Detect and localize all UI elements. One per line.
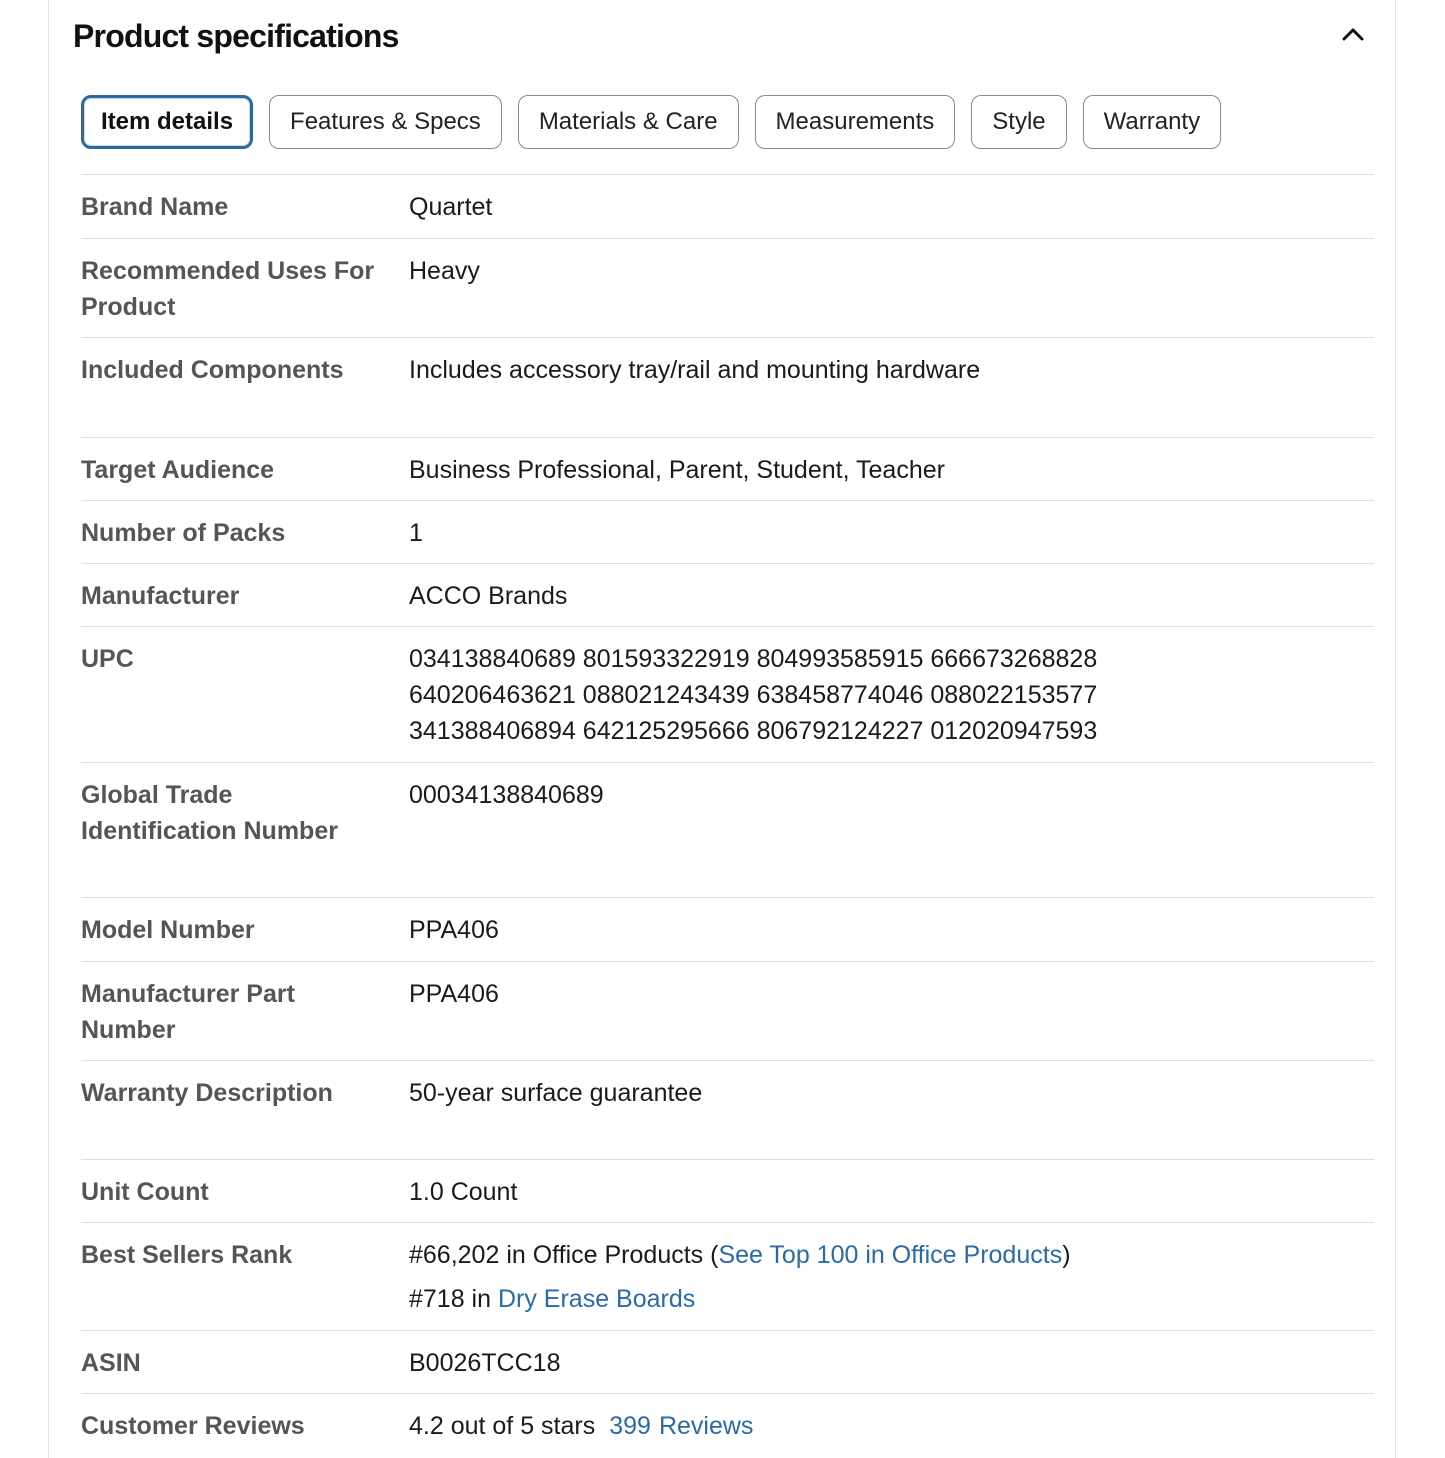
top-100-office-products-link[interactable]: See Top 100 in Office Products [718, 1241, 1063, 1269]
spec-row-number-of-packs [81, 501, 1374, 564]
spec-row-warranty-description [81, 1061, 1374, 1160]
spec-label: Brand Name [81, 193, 229, 221]
tab-item-details[interactable]: Item details [81, 95, 253, 149]
spec-label: Recommended Uses For Product [81, 257, 375, 321]
spec-value: PPA406 [409, 980, 499, 1008]
spec-value: 50-year surface guarantee [409, 1079, 703, 1107]
spec-row-recommended-uses [81, 239, 1374, 338]
collapse-button[interactable] [1335, 16, 1371, 52]
page-title: Product specifications [73, 18, 399, 54]
product-specifications-panel [48, 0, 1396, 1458]
spec-label: Included Components [81, 356, 344, 384]
chevron-up-icon [1335, 16, 1371, 52]
dry-erase-boards-link[interactable]: Dry Erase Boards [497, 1285, 696, 1313]
spec-value: 1 [409, 519, 423, 547]
spec-value [409, 1237, 1374, 1330]
spec-label: Global Trade Identification Number [81, 781, 338, 845]
spec-tabs [81, 95, 1221, 149]
tab-features-specs[interactable]: Features & Specs [269, 95, 502, 149]
spec-row-target-audience [81, 438, 1374, 501]
spec-label: Customer Reviews [81, 1412, 305, 1440]
tab-style[interactable]: Style [971, 95, 1066, 149]
spec-row-manufacturer-part-number [81, 962, 1374, 1061]
reviews-count-link[interactable]: 399 [609, 1412, 651, 1440]
reviews-link[interactable]: Reviews [658, 1412, 754, 1440]
rank-line-dry-erase-boards [409, 1281, 1374, 1317]
spec-row-included-components [81, 338, 1374, 438]
spec-row-asin [81, 1331, 1374, 1394]
spec-value: ACCO Brands [409, 582, 568, 610]
spec-value: Includes accessory tray/rail and mounting hardware [409, 356, 981, 384]
spec-value: 034138840689 801593322919 804993585915 666673268828 640206463621 088021243439 638458774046 088022153577 341388406894 642125295666 806792124227 012020947593 [409, 645, 1098, 745]
spec-row-customer-reviews [81, 1394, 1374, 1457]
rating-text: 4.2 out of 5 stars [409, 1412, 596, 1440]
rank-text: #66,202 in Office Products ( [409, 1241, 719, 1269]
spec-row-manufacturer [81, 564, 1374, 627]
spec-label: ASIN [81, 1349, 141, 1377]
tab-warranty[interactable]: Warranty [1083, 95, 1221, 149]
spec-label: Warranty Description [81, 1079, 333, 1107]
spec-label: Manufacturer [81, 582, 240, 610]
rank-text: ) [1062, 1241, 1071, 1269]
spec-label: Number of Packs [81, 519, 286, 547]
tab-measurements[interactable]: Measurements [755, 95, 956, 149]
section-header [73, 12, 1375, 60]
spec-value: 1.0 Count [409, 1178, 518, 1206]
spec-value: Heavy [409, 257, 480, 285]
spec-row-brand-name [81, 175, 1374, 239]
spec-label: Best Sellers Rank [81, 1241, 293, 1269]
spec-value: Business Professional, Parent, Student, Teacher [409, 456, 945, 484]
spec-label: UPC [81, 645, 134, 673]
spec-row-model-number [81, 898, 1374, 962]
spec-row-best-sellers-rank [81, 1223, 1374, 1331]
spec-value [409, 1408, 1374, 1457]
spec-label: Unit Count [81, 1178, 209, 1206]
spec-value: B0026TCC18 [409, 1349, 561, 1377]
spec-value: Quartet [409, 193, 493, 221]
rank-line-office-products [409, 1237, 1374, 1273]
spec-label: Manufacturer Part Number [81, 980, 295, 1044]
spec-table [81, 174, 1374, 1457]
spec-row-gtin [81, 763, 1374, 898]
spec-row-unit-count [81, 1160, 1374, 1223]
spec-label: Model Number [81, 916, 255, 944]
rank-text: #718 in [409, 1285, 498, 1313]
spec-row-upc [81, 627, 1374, 763]
tab-materials-care[interactable]: Materials & Care [518, 95, 739, 149]
spec-value: 00034138840689 [409, 781, 604, 809]
spec-label: Target Audience [81, 456, 275, 484]
spec-value: PPA406 [409, 916, 499, 944]
